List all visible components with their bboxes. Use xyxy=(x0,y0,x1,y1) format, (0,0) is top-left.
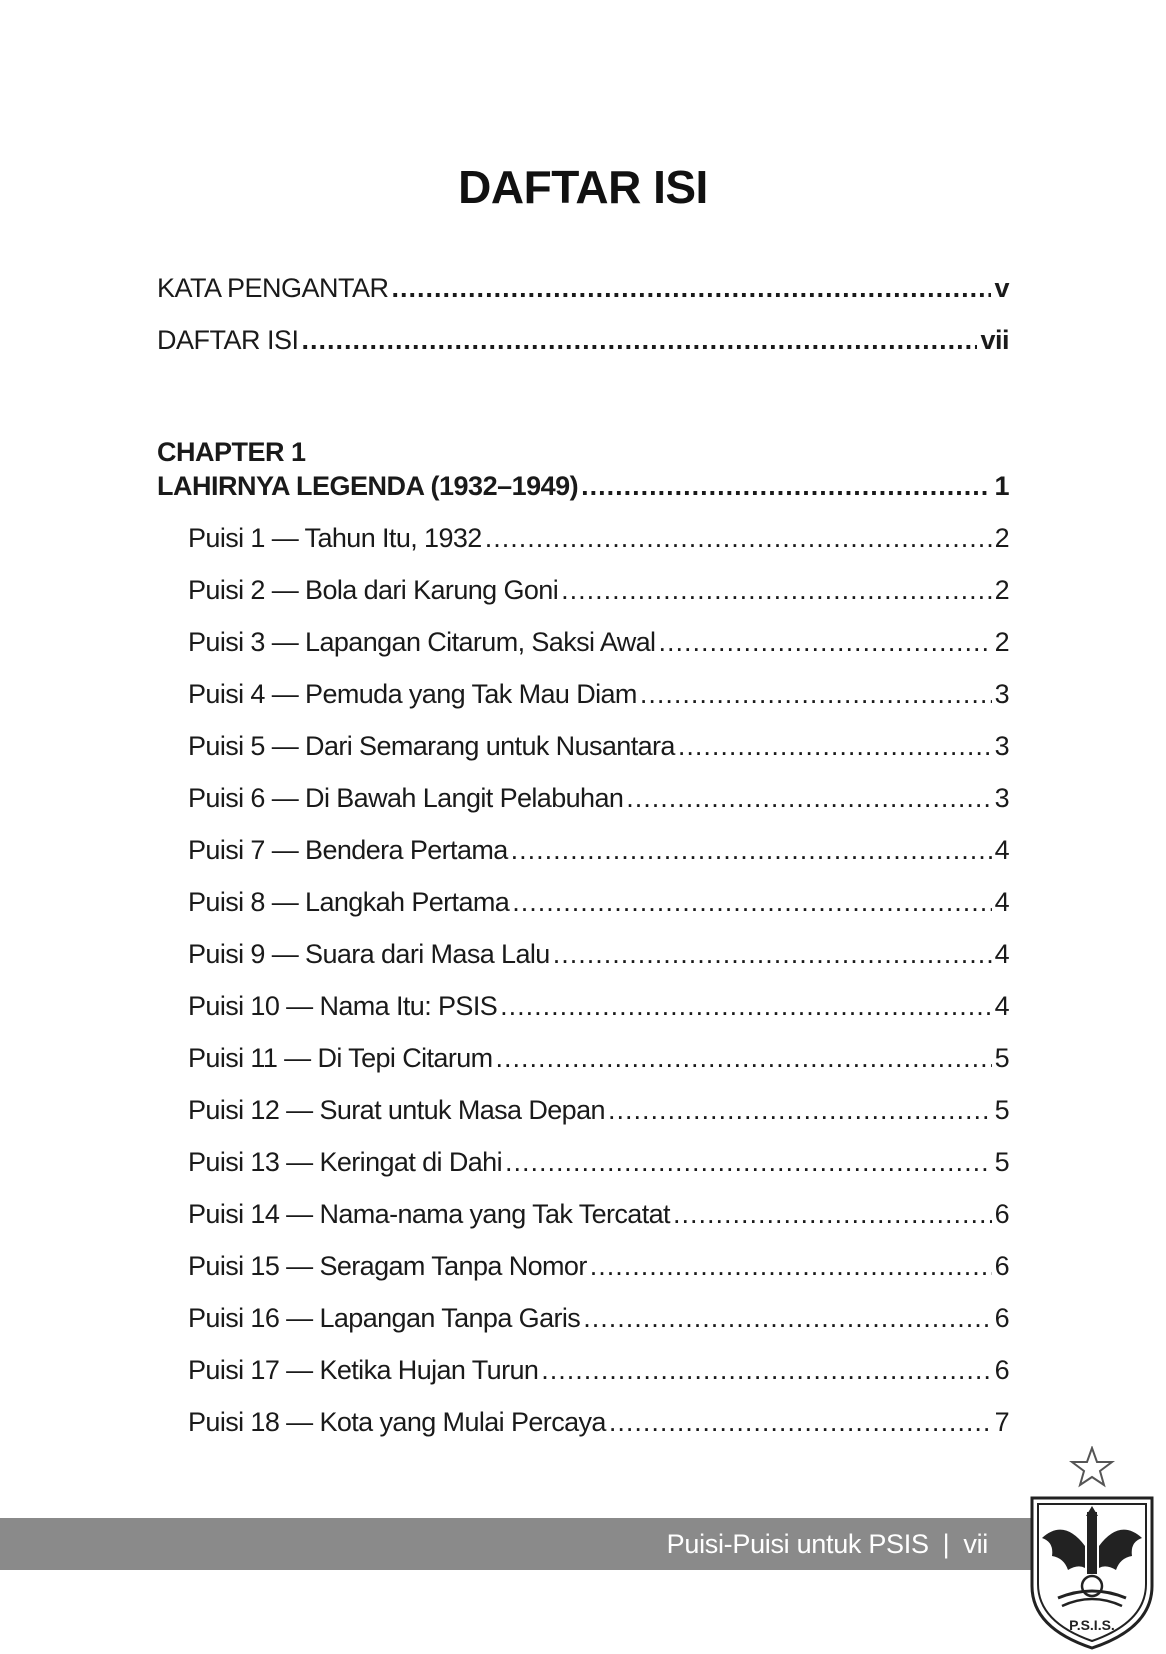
poem-list xyxy=(157,512,1009,1448)
dot-leader xyxy=(485,512,992,564)
toc-entry-daftar-isi[interactable] xyxy=(157,314,1009,366)
toc-entry-label: Puisi 9 — Suara dari Masa Lalu xyxy=(188,939,550,969)
toc-entry-label: Puisi 4 — Pemuda yang Tak Mau Diam xyxy=(188,679,637,709)
toc-entry-poem-7[interactable] xyxy=(188,824,1009,876)
dot-leader xyxy=(561,564,991,616)
toc-entry-poem-2[interactable] xyxy=(188,564,1009,616)
toc-entry-page: 5 xyxy=(994,1095,1009,1125)
toc-entry-poem-3[interactable] xyxy=(188,616,1009,668)
chapter-heading: CHAPTER 1 xyxy=(157,437,306,467)
dot-leader xyxy=(590,1240,992,1292)
toc-entry-label: DAFTAR ISI xyxy=(157,325,299,355)
chapter-title: LAHIRNYA LEGENDA (1932–1949) xyxy=(157,471,579,501)
dot-leader xyxy=(626,772,991,824)
toc-entry-page: 2 xyxy=(994,627,1009,657)
toc-entry-label: Puisi 18 — Kota yang Mulai Percaya xyxy=(188,1407,606,1437)
toc-entry-page: 2 xyxy=(994,523,1009,553)
toc-entry-label: Puisi 12 — Surat untuk Masa Depan xyxy=(188,1095,605,1125)
toc-entry-poem-8[interactable] xyxy=(188,876,1009,928)
toc-entry-poem-17[interactable] xyxy=(188,1344,1009,1396)
toc-entry-label: Puisi 2 — Bola dari Karung Goni xyxy=(188,575,559,605)
toc-entry-label: Puisi 8 — Langkah Pertama xyxy=(188,887,510,917)
chapter-toc-list xyxy=(157,460,1009,1448)
toc-entry-poem-9[interactable] xyxy=(188,928,1009,980)
toc-entry-page: 4 xyxy=(994,991,1009,1021)
toc-entry-label: Puisi 15 — Seragam Tanpa Nomor xyxy=(188,1251,587,1281)
toc-entry-label: Puisi 3 — Lapangan Citarum, Saksi Awal xyxy=(188,627,656,657)
dot-leader xyxy=(541,1344,991,1396)
footer-book-title: Puisi-Puisi untuk PSIS xyxy=(666,1529,929,1559)
dot-leader xyxy=(609,1396,992,1448)
toc-entry-label: Puisi 7 — Bendera Pertama xyxy=(188,835,508,865)
dot-leader xyxy=(658,616,991,668)
toc-entry-page: 3 xyxy=(994,783,1009,813)
toc-entry-poem-4[interactable] xyxy=(188,668,1009,720)
toc-entry-label: Puisi 17 — Ketika Hujan Turun xyxy=(188,1355,539,1385)
dot-leader xyxy=(678,720,992,772)
footer-separator: | xyxy=(942,1529,950,1559)
toc-entry-page: 6 xyxy=(994,1303,1009,1333)
toc-entry-page: 6 xyxy=(994,1199,1009,1229)
toc-entry-label: Puisi 13 — Keringat di Dahi xyxy=(188,1147,502,1177)
toc-entry-chapter-title[interactable] xyxy=(157,460,1009,512)
toc-entry-page: vii xyxy=(980,325,1009,355)
toc-entry-page: 3 xyxy=(994,679,1009,709)
toc-entry-label: Puisi 5 — Dari Semarang untuk Nusantara xyxy=(188,731,675,761)
toc-entry-page: 6 xyxy=(994,1355,1009,1385)
dot-leader xyxy=(512,876,991,928)
toc-entry-poem-15[interactable] xyxy=(188,1240,1009,1292)
front-matter-list xyxy=(157,262,1009,366)
dot-leader xyxy=(496,1032,992,1084)
toc-entry-label: Puisi 1 — Tahun Itu, 1932 xyxy=(188,523,482,553)
dot-leader xyxy=(583,1292,991,1344)
toc-entry-poem-11[interactable] xyxy=(188,1032,1009,1084)
toc-entry-page: 3 xyxy=(994,731,1009,761)
toc-entry-label: Puisi 14 — Nama-nama yang Tak Tercatat xyxy=(188,1199,670,1229)
toc-entry-page: 1 xyxy=(994,471,1009,501)
psis-crest-icon xyxy=(1028,1446,1156,1650)
dot-leader xyxy=(640,668,992,720)
toc-entry-page: 6 xyxy=(994,1251,1009,1281)
toc-entry-label: Puisi 10 — Nama Itu: PSIS xyxy=(188,991,498,1021)
dot-leader xyxy=(392,262,992,314)
dot-leader xyxy=(500,980,991,1032)
toc-entry-page: 7 xyxy=(994,1407,1009,1437)
toc-entry-label: Puisi 16 — Lapangan Tanpa Garis xyxy=(188,1303,581,1333)
toc-entry-poem-1[interactable] xyxy=(188,512,1009,564)
dot-leader xyxy=(302,314,978,366)
dot-leader xyxy=(511,824,992,876)
toc-entry-page: 5 xyxy=(994,1147,1009,1177)
toc-entry-page: 2 xyxy=(994,575,1009,605)
dot-leader xyxy=(581,460,991,512)
toc-entry-poem-18[interactable] xyxy=(188,1396,1009,1448)
toc-entry-label: KATA PENGANTAR xyxy=(157,273,389,303)
toc-entry-poem-5[interactable] xyxy=(188,720,1009,772)
dot-leader xyxy=(673,1188,992,1240)
toc-entry-label: Puisi 6 — Di Bawah Langit Pelabuhan xyxy=(188,783,624,813)
toc-entry-page: 4 xyxy=(994,835,1009,865)
toc-entry-poem-6[interactable] xyxy=(188,772,1009,824)
dot-leader xyxy=(505,1136,992,1188)
toc-entry-kata-pengantar[interactable] xyxy=(157,262,1009,314)
toc-entry-poem-12[interactable] xyxy=(188,1084,1009,1136)
toc-entry-page: v xyxy=(994,273,1009,303)
footer-page-number: vii xyxy=(963,1529,988,1559)
logo-text: P.S.I.S. xyxy=(1069,1617,1115,1633)
toc-entry-poem-13[interactable] xyxy=(188,1136,1009,1188)
toc-entry-page: 5 xyxy=(994,1043,1009,1073)
dot-leader xyxy=(608,1084,992,1136)
page-title: DAFTAR ISI xyxy=(458,161,708,213)
toc-entry-page: 4 xyxy=(994,939,1009,969)
toc-entry-page: 4 xyxy=(994,887,1009,917)
footer-bar xyxy=(0,1518,1040,1570)
toc-entry-poem-10[interactable] xyxy=(188,980,1009,1032)
toc-entry-poem-14[interactable] xyxy=(188,1188,1009,1240)
footer-text xyxy=(667,1518,988,1570)
toc-entry-label: Puisi 11 — Di Tepi Citarum xyxy=(188,1043,493,1073)
toc-entry-poem-16[interactable] xyxy=(188,1292,1009,1344)
dot-leader xyxy=(553,928,992,980)
